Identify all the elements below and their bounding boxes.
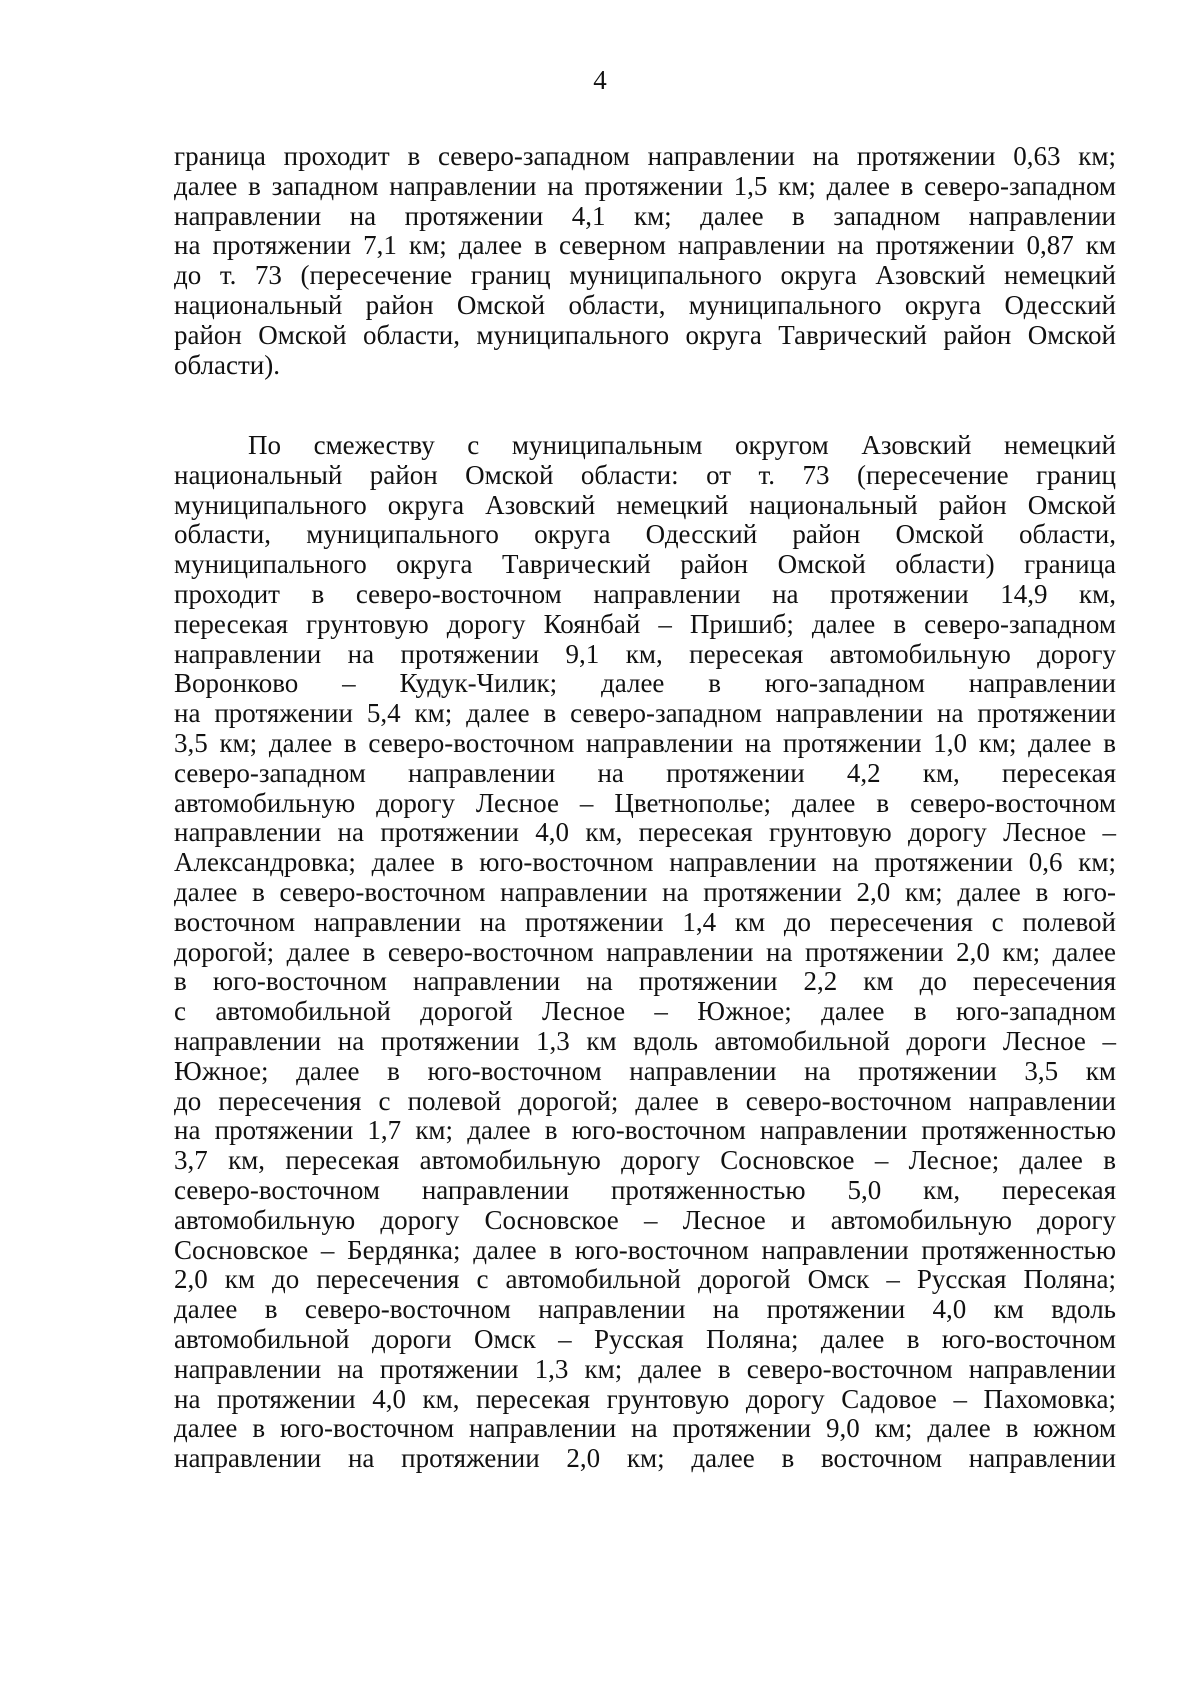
text-line: автомобильной дороги Омск – Русская Поляна; далее в юго-восточном [174,1323,1116,1354]
text-line: на протяжении 1,7 км; далее в юго-восточном направлении протяженностью [174,1115,1116,1146]
text-line: далее в северо-восточном направлении на протяжении 4,0 км вдоль [174,1294,1116,1325]
text-line: направлении на протяжении 4,0 км, пересекая грунтовую дорогу Лесное – [174,817,1116,848]
paragraph-azov-district-boundary [174,431,1116,1474]
text-line: до т. 73 (пересечение границ муниципального округа Азовский немецкий [174,260,1116,291]
text-line: в юго-восточном направлении на протяжении 2,2 км до пересечения [174,966,1116,997]
text-line: на протяжении 4,0 км, пересекая грунтовую дорогу Садовое – Пахомовка; [174,1383,1116,1414]
text-line: муниципального округа Таврический район Омской области) граница [174,549,1116,580]
text-line: Александровка; далее в юго-восточном направлении на протяжении 0,6 км; [174,847,1116,878]
text-line: автомобильную дорогу Лесное – Цветнополье; далее в северо-восточном [174,787,1116,818]
text-line: проходит в северо-восточном направлении на протяжении 14,9 км, [174,578,1116,609]
text-line: направлении на протяжении 4,1 км; далее в западном направлении [174,200,1116,231]
text-line: северо-западном направлении на протяжении 4,2 км, пересекая [174,757,1116,788]
text-line: 3,5 км; далее в северо-восточном направлении на протяжении 1,0 км; далее в [174,727,1116,758]
text-line: По смежеству с муниципальным округом Азовский немецкий [248,430,1116,460]
text-line: области, муниципального округа Одесский район Омской области, [174,519,1116,550]
text-line: северо-восточном направлении протяженностью 5,0 км, пересекая [174,1174,1116,1205]
page-number: 4 [593,65,607,95]
text-line: направлении на протяжении 2,0 км; далее в восточном направлении [174,1443,1116,1474]
text-line: восточном направлении на протяжении 1,4 км до пересечения с полевой [174,906,1116,937]
text-line: Южное; далее в юго-восточном направлении на протяжении 3,5 км [174,1055,1116,1086]
text-line: граница проходит в северо-западном направлении на протяжении 0,63 км; [174,141,1116,171]
text-line: направлении на протяжении 1,3 км вдоль автомобильной дороги Лесное – [174,1025,1116,1056]
text-line: далее в северо-восточном направлении на протяжении 2,0 км; далее в юго- [174,876,1116,907]
text-line: 3,7 км, пересекая автомобильную дорогу Сосновское – Лесное; далее в [174,1145,1116,1176]
paragraph-boundary-continuation [174,142,1116,380]
text-line: район Омской области, муниципального округа Таврический район Омской [174,319,1116,350]
text-line: до пересечения с полевой дорогой; далее в северо-восточном направлении [174,1085,1116,1116]
text-line: области). [174,349,280,380]
text-line: национальный район Омской области, муниципального округа Одесский [174,289,1116,320]
text-line: Воронково – Кудук-Чилик; далее в юго-западном направлении [174,668,1116,699]
text-line: на протяжении 5,4 км; далее в северо-западном направлении на протяжении [174,698,1116,729]
text-line: на протяжении 7,1 км; далее в северном направлении на протяжении 0,87 км [174,230,1116,261]
text-line: с автомобильной дорогой Лесное – Южное; далее в юго-западном [174,996,1116,1027]
text-line: направлении на протяжении 1,3 км; далее в северо-восточном направлении [174,1353,1116,1384]
text-line: далее в западном направлении на протяжении 1,5 км; далее в северо-западном [174,170,1116,201]
text-line: национальный район Омской области: от т. 73 (пересечение границ [174,459,1116,490]
text-line: пересекая грунтовую дорогу Коянбай – Пришиб; далее в северо-западном [174,608,1116,639]
text-line: направлении на протяжении 9,1 км, пересекая автомобильную дорогу [174,638,1116,669]
text-line: Сосновское – Бердянка; далее в юго-восточном направлении протяженностью [174,1234,1116,1265]
text-line: 2,0 км до пересечения с автомобильной дорогой Омск – Русская Поляна; [174,1264,1116,1295]
text-line: муниципального округа Азовский немецкий национальный район Омской [174,489,1116,520]
text-line: далее в юго-восточном направлении на протяжении 9,0 км; далее в южном [174,1413,1116,1444]
text-line: дорогой; далее в северо-восточном направлении на протяжении 2,0 км; далее [174,936,1116,967]
text-line: автомобильную дорогу Сосновское – Лесное и автомобильную дорогу [174,1204,1116,1235]
